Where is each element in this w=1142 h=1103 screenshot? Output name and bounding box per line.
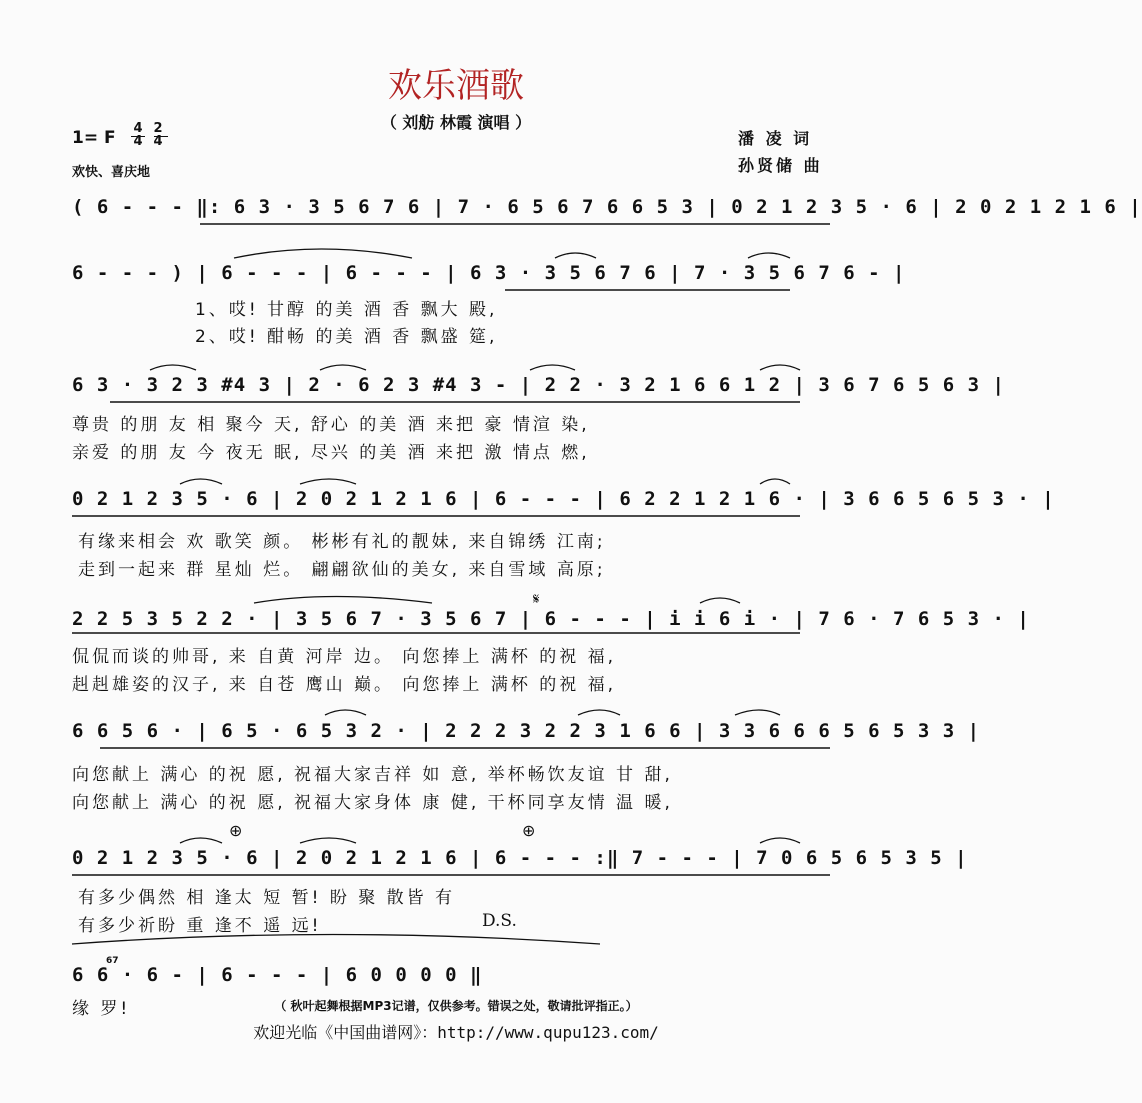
ts-b-bottom: 4 (153, 134, 163, 149)
time-signature (128, 122, 176, 148)
slur-row4-b (300, 479, 356, 484)
slur-row5-b (700, 598, 740, 603)
score-row-8-notes: 6 6 · 6 - | 6 - - - | 6 0 0 0 0 ‖ (72, 964, 483, 986)
coda-mark-1: ⊕ (229, 821, 243, 840)
slur-row2-b (748, 253, 790, 258)
transcription-note: （ 秋叶起舞根据MP3记谱，仅供参考。错误之处，敬请批评指正。） (274, 999, 638, 1013)
slur-row6-c (735, 710, 780, 715)
score-row-7-notes: 0 2 1 2 3 5 · 6 | 2 0 2 1 2 1 6 | 6 - - - :‖ 7 - - - | 7 0 6 5 6 5 3 5 | (72, 847, 968, 869)
slur-row3-a (150, 365, 196, 370)
grace-note: 67 (106, 956, 119, 966)
score-row-2-notes: 6 - - - ) | 6 - - - | 6 - - - | 6 3 · 3 5 6 7 6 | 7 · 3 5 6 7 6 - | (72, 262, 906, 284)
slur-row3-c (530, 365, 575, 370)
score-row-3-lyric-2: 亲爱 的朋 友 今 夜无 眠, 尽兴 的美 酒 来把 激 情点 燃, (72, 443, 590, 463)
ts-a-top: 4 (133, 121, 143, 136)
slur-row2-a (555, 253, 596, 258)
performers: （ 刘舫 林霞 演唱 ） (380, 113, 532, 132)
ts-b-top: 2 (153, 121, 163, 136)
slur-row4-c (760, 479, 790, 484)
score-row-5-lyric-2: 赳赳雄姿的汉子, 来 自苍 鹰山 巅。 向您捧上 满杯 的祝 福, (72, 675, 617, 695)
slur-row5-a (254, 597, 432, 604)
tempo-marking: 欢快、喜庆地 (72, 165, 151, 180)
slur-row4-a (180, 479, 222, 484)
score-row-4-lyric-2: 走到一起来 群 星灿 烂。 翩翩欲仙的美女, 来自雪域 高原; (78, 560, 606, 580)
score-row-7-lyric-2: 有多少祈盼 重 逢不 遥 远! (78, 916, 322, 936)
score-row-7-lyric-1: 有多少偶然 相 逢太 短 暂! 盼 聚 散皆 有 (78, 888, 456, 908)
score-row-5-notes: 2 2 5 3 5 2 2 · | 3 5 6 7 · 3 5 6 7 | 6 - - - | i i 6 i · | 7 6 · 7 6 5 3 · | (72, 608, 1030, 630)
slur-row7-b (300, 838, 356, 843)
ts-a-bottom: 4 (133, 134, 143, 149)
score-row-3-lyric-1: 尊贵 的朋 友 相 聚今 天, 舒心 的美 酒 来把 豪 情渲 染, (72, 415, 590, 435)
song-title: 欢乐酒歌 (388, 66, 524, 106)
ds-marking: D.S. (482, 911, 517, 931)
score-row-6-notes: 6 6 5 6 · | 6 5 · 6 5 3 2 · | 2 2 2 3 2 2 3 1 6 6 | 3 3 6 6 6 5 6 5 3 3 | (72, 720, 981, 742)
score-row-8-lyric-1: 缘 罗! (72, 999, 131, 1019)
slur-row6-a (325, 710, 366, 715)
slur-row6-b (578, 710, 620, 715)
score-row-4-notes: 0 2 1 2 3 5 · 6 | 2 0 2 1 2 1 6 | 6 - - - | 6 2 2 1 2 1 6 · | 3 6 6 5 6 5 3 · | (72, 488, 1055, 510)
segno-mark: 𝄋 (533, 590, 540, 608)
score-row-2-lyric-1: 1、哎! 甘醇 的美 酒 香 飘大 殿, (195, 300, 498, 320)
lyricist: 潘 凌 词 (738, 129, 813, 148)
score-row-6-lyric-1: 向您献上 满心 的祝 愿, 祝福大家吉祥 如 意, 举杯畅饮友谊 甘 甜, (72, 765, 673, 785)
score-row-5-lyric-1: 侃侃而谈的帅哥, 来 自黄 河岸 边。 向您捧上 满杯 的祝 福, (72, 647, 617, 667)
score-row-2-lyric-2: 2、哎! 酣畅 的美 酒 香 飘盛 筵, (195, 327, 498, 347)
slur-row7-a (180, 838, 222, 843)
score-row-1-notes: ( 6 - - - ‖: 6 3 · 3 5 6 7 6 | 7 · 6 5 6 7 6 6 5 3 | 0 2 1 2 3 5 · 6 | 2 0 2 1 2 1 6 | (72, 196, 1142, 218)
footer-website: 欢迎光临《中国曲谱网》：http://www.qupu123.com/ (253, 1023, 659, 1042)
score-row-6-lyric-2: 向您献上 满心 的祝 愿, 祝福大家身体 康 健, 干杯同享友情 温 暖, (72, 793, 673, 813)
slur-row3-b (320, 365, 366, 370)
key-signature: 1= F (72, 128, 116, 148)
slur-row3-d (760, 365, 800, 370)
score-row-3-notes: 6 3 · 3 2 3 #4 3 | 2 · 6 2 3 #4 3 - | 2 2 · 3 2 1 6 6 1 2 | 3 6 7 6 5 6 3 | (72, 374, 1005, 396)
tie-row2-long (234, 249, 412, 258)
score-row-4-lyric-1: 有缘来相会 欢 歌笑 颜。 彬彬有礼的靓妹, 来自锦绣 江南; (78, 532, 606, 552)
slur-row7-c (760, 838, 800, 843)
coda-mark-2: ⊕ (522, 821, 536, 840)
composer: 孙贤储 曲 (738, 156, 823, 175)
